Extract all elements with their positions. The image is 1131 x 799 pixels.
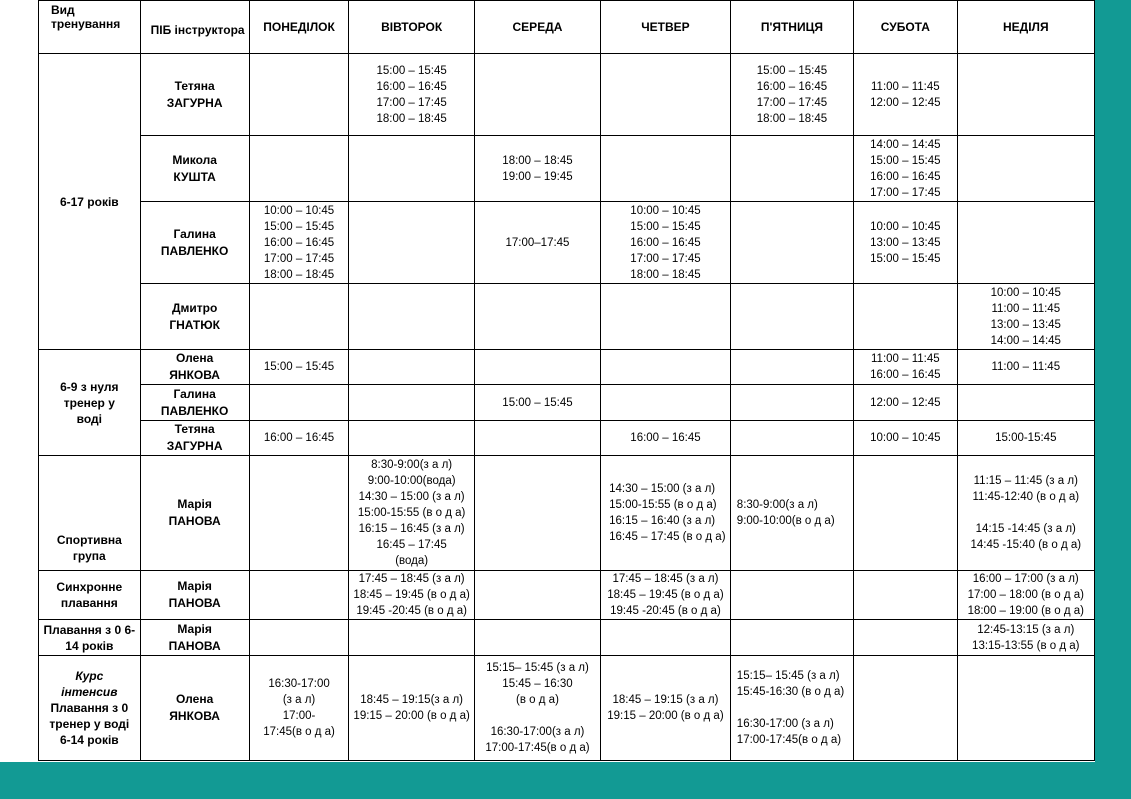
instructor-name: ПАНОВА [168,514,221,528]
schedule-cell-thu [601,656,731,761]
schedule-cell-sat [854,656,957,761]
day-header-fri: П'ЯТНИЦЯ [730,1,853,54]
instructor-cell [140,656,249,761]
group-label-italic: Курс інтенсив [61,669,118,699]
time-slot: 16:00 – 16:45 [263,236,335,249]
table-row [39,202,1095,284]
schedule-cell-sat [854,571,957,620]
time-slot: 16:00 – 16:45 [376,80,447,93]
table-row [39,620,1095,656]
time-slot: 18:45 – 19:15 (з а л) [612,694,719,706]
schedule-cell-thu [601,136,731,202]
time-slot: (в о д а) [516,694,559,706]
schedule-cell-sat [854,202,957,284]
header-row [39,1,1095,54]
day-header-wed: СЕРЕДА [474,1,600,54]
schedule-cell-mon [249,656,349,761]
time-slot: 15:00-15:55 (в о д а) [609,499,717,511]
schedule-cell-mon [249,54,349,136]
schedule-cell-sun [957,571,1094,620]
time-slot: 14:45 -15:40 (в о д а) [970,539,1082,551]
time-slot: 17:00 – 18:00 (в о д а) [967,589,1084,601]
schedule-cell-thu [601,54,731,136]
time-slot: 19:00 – 19:45 [502,170,573,183]
instructor-name: КУШТА [173,169,216,184]
schedule-cell-tue [349,350,474,385]
time-slot: 19:15 – 20:00 (в о д а) [607,710,724,722]
instructor-name: Марія [177,579,212,593]
schedule-cell-fri [730,421,853,456]
table-row [39,656,1095,761]
schedule-cell-sat [854,456,957,571]
time-slot: 12:00 – 12:45 [870,96,941,109]
schedule-cell-tue [349,571,474,620]
schedule-cell-fri [730,136,853,202]
table-row [39,350,1095,385]
instructor-name: Тетяна [174,78,215,93]
table-row [39,571,1095,620]
table-row [39,136,1095,202]
instructor-cell [140,421,249,456]
time-slot: 15:00 – 15:45 [502,396,573,409]
time-slot: 16:45 – 17:45 (в о д а) [609,531,726,543]
time-slot: 16:00 – 16:45 [756,80,828,93]
schedule-cell-mon [249,202,349,284]
time-slot: 16:00 – 16:45 [263,432,335,444]
time-slot: 16:00 – 16:45 [870,369,941,381]
table-row [39,54,1095,136]
schedule-cell-wed [474,421,600,456]
schedule-cell-sun [957,136,1094,202]
instructor-name: ПАВЛЕНКО [160,403,229,418]
instructor-header: ПІБ інструктора [140,1,249,54]
instructor-name: ЯНКОВА [169,709,220,723]
time-slot: 10:00 – 10:45 [263,204,335,217]
schedule-cell-tue [349,421,474,456]
time-slot: 18:00 – 18:45 [263,268,335,281]
time-slot: 10:00 – 10:45 [870,432,941,444]
schedule-cell-wed [474,284,600,350]
group-label: Спортивна група [39,456,141,571]
schedule-cell-thu [601,350,731,385]
schedule-cell-fri [730,284,853,350]
schedule-cell-thu [601,571,731,620]
time-slot: 11:00 – 11:45 [871,80,940,93]
time-slot: 16:15 – 16:45 (з а л) [358,523,465,535]
time-slot: 17:00 – 17:45 [870,186,941,199]
instructor-name: Марія [177,497,212,511]
time-slot: 12:45-13:15 (з а л) [977,623,1075,636]
schedule-cell-fri [730,385,853,421]
time-slot: 15:45-16:30 (в о д а) [736,686,845,698]
schedule-cell-thu [601,284,731,350]
time-slot: 19:45 -20:45 (в о д а) [356,605,467,617]
schedule-cell-sat [854,350,957,385]
time-slot: 17:00 – 17:45 [263,252,335,265]
time-slot: 13:15-13:55 (в о д а) [972,639,1080,652]
schedule-cell-sun [957,54,1094,136]
time-slot: 10:00 – 10:45 [630,204,701,217]
time-slot: 18:45 – 19:45 (в о д а) [607,589,724,601]
schedule-cell-wed [474,456,600,571]
instructor-name: ПАНОВА [168,596,221,610]
time-slot: 15:00 – 15:45 [870,252,941,265]
schedule-cell-sat [854,54,957,136]
time-slot: 19:15 – 20:00 (в о д а) [353,710,470,722]
time-slot: 17:00 – 17:45 [756,96,828,109]
schedule-cell-mon [249,456,349,571]
instructor-name: ГНАТЮК [169,317,220,332]
group-label: Плавання з 0 6-14 років [39,620,141,656]
group-label: 6-9 з нуля тренер у воді [39,350,141,456]
time-slot: 18:00 – 18:45 [756,112,828,125]
instructor-name: ЗАГУРНА [166,95,223,110]
time-slot: 18:00 – 19:00 (в о д а) [967,605,1084,617]
time-slot: 12:00 – 12:45 [870,396,941,409]
time-slot: 16:30-17:00 (з а л) [736,718,834,730]
table-row [39,421,1095,456]
schedule-cell-wed [474,136,600,202]
instructor-cell [140,350,249,385]
schedule-cell-fri [730,620,853,656]
schedule-cell-sun [957,456,1094,571]
time-slot: 11:00 – 11:45 [991,302,1061,315]
instructor-cell [140,456,249,571]
time-slot: 11:00 – 11:45 [991,361,1061,373]
day-header-sat: СУБОТА [854,1,957,54]
group-label: 6-17 років [39,54,141,350]
time-slot: 18:00 – 18:45 [502,154,573,167]
table-row [39,284,1095,350]
day-header-sun: НЕДІЛЯ [957,1,1094,54]
schedule-cell-tue [349,284,474,350]
time-slot: 11:00 – 11:45 [871,353,940,365]
schedule-cell-mon [249,620,349,656]
time-slot: (вода) [395,555,429,567]
type-header: Вид тренування [39,1,141,54]
schedule-cell-fri [730,350,853,385]
time-slot: 18:00 – 18:45 [630,268,701,281]
time-slot: 16:30-17:00 [268,678,330,690]
time-slot: 17:00 – 17:45 [376,96,447,109]
time-slot: 15:00 – 15:45 [376,64,447,77]
time-slot: 15:15– 15:45 (з а л) [486,662,589,674]
instructor-cell [140,284,249,350]
time-slot: 17:45 – 18:45 (з а л) [612,573,719,585]
time-slot: 17:00 – 17:45 [630,252,701,265]
schedule-cell-wed [474,202,600,284]
time-slot: 15:00 – 15:45 [630,220,701,233]
time-slot: 18:00 – 18:45 [376,112,447,125]
time-slot: 15:00-15:55 (в о д а) [357,507,466,519]
time-slot: 14:30 – 15:00 (з а л) [609,483,716,495]
time-slot: 16:00 – 16:45 [630,236,701,249]
day-header-thu: ЧЕТВЕР [601,1,731,54]
instructor-name: Олена [176,351,214,365]
schedule-cell-mon [249,136,349,202]
instructor-cell [140,202,249,284]
time-slot: 14:00 – 14:45 [870,138,941,151]
schedule-cell-sun [957,284,1094,350]
schedule-cell-wed [474,54,600,136]
schedule-cell-sat [854,385,957,421]
time-slot: 15:15– 15:45 (з а л) [736,670,840,682]
day-header-tue: ВІВТОРОК [349,1,474,54]
schedule-cell-sun [957,421,1094,456]
time-slot: 16:30-17:00(з а л) [490,726,585,738]
time-slot: 15:00 – 15:45 [263,220,335,233]
time-slot: 11:45-12:40 (в о д а) [972,491,1080,503]
schedule-cell-tue [349,385,474,421]
schedule-table [38,0,1095,761]
schedule-cell-mon [249,284,349,350]
instructor-name: ПАНОВА [168,638,221,653]
instructor-name: ПАВЛЕНКО [160,243,229,258]
time-slot: 18:45 – 19:15(з а л) [360,694,464,706]
time-slot: 8:30-9:00(з а л) [736,499,818,511]
schedule-cell-fri [730,571,853,620]
time-slot: 15:00 – 15:45 [263,361,335,373]
time-slot: 18:45 – 19:45 (в о д а) [353,589,470,601]
schedule-cell-tue [349,54,474,136]
time-slot: 13:00 – 13:45 [870,236,941,249]
time-slot: 11:15 – 11:45 (з а л) [973,475,1078,487]
time-slot: 19:45 -20:45 (в о д а) [610,605,721,617]
schedule-cell-wed [474,571,600,620]
time-slot: 16:00 – 16:45 [870,170,941,183]
time-slot: 15:45 – 16:30 [502,678,573,690]
schedule-cell-sun [957,350,1094,385]
schedule-cell-tue [349,202,474,284]
time-slot: 17:00-17:45(в о д а) [736,734,842,746]
time-slot: 13:00 – 13:45 [990,318,1061,331]
time-slot: 16:15 – 16:40 (з а л) [609,515,716,527]
schedule-cell-thu [601,202,731,284]
time-slot: 17:45(в о д а) [263,726,335,738]
instructor-name: Микола [172,152,217,167]
time-slot: 8:30-9:00(з а л) [371,459,453,471]
schedule-cell-fri [730,656,853,761]
time-slot: 16:00 – 17:00 (з а л) [972,573,1079,585]
instructor-name: Марія [177,621,212,636]
instructor-name: ЗАГУРНА [166,439,223,453]
schedule-cell-wed [474,385,600,421]
instructor-cell [140,54,249,136]
schedule-cell-sat [854,421,957,456]
time-slot: 15:00 – 15:45 [870,154,941,167]
instructor-name: Галина [173,226,216,241]
time-slot: 9:00-10:00(в о д а) [736,515,835,527]
time-slot: 10:00 – 10:45 [870,220,941,233]
schedule-cell-sun [957,202,1094,284]
time-slot: 14:00 – 14:45 [990,334,1061,347]
instructor-name: ЯНКОВА [169,368,220,382]
table-row [39,385,1095,421]
schedule-cell-tue [349,620,474,656]
time-slot: 17:00- [282,710,316,722]
instructor-name: Олена [176,692,214,706]
day-header-mon: ПОНЕДІЛОК [249,1,349,54]
instructor-cell [140,385,249,421]
table-row [39,456,1095,571]
schedule-cell-fri [730,202,853,284]
time-slot: 15:00 – 15:45 [756,64,828,77]
time-slot: 14:15 -14:45 (з а л) [975,523,1076,535]
schedule-cell-thu [601,456,731,571]
instructor-cell [140,620,249,656]
time-slot: 9:00-10:00(вода) [367,475,456,487]
schedule-cell-mon [249,350,349,385]
schedule-cell-wed [474,620,600,656]
instructor-name: Галина [173,386,216,401]
time-slot: 16:45 – 17:45 [376,539,447,551]
instructor-cell [140,571,249,620]
schedule-cell-fri [730,456,853,571]
schedule-cell-sun [957,620,1094,656]
group-label: Курс інтенсив Плавання з 0 тренер у воді 6-14 років [39,656,141,761]
instructor-name: Дмитро [171,300,218,315]
schedule-cell-sat [854,284,957,350]
schedule-cell-fri [730,54,853,136]
schedule-cell-tue [349,136,474,202]
time-slot: 14:30 – 15:00 (з а л) [358,491,465,503]
schedule-cell-thu [601,385,731,421]
instructor-cell [140,136,249,202]
schedule-cell-mon [249,421,349,456]
schedule-cell-wed [474,656,600,761]
time-slot: (з а л) [282,694,316,706]
schedule-cell-thu [601,421,731,456]
schedule-cell-tue [349,456,474,571]
schedule-cell-sat [854,620,957,656]
schedule-cell-mon [249,385,349,421]
schedule-cell-tue [349,656,474,761]
time-slot: 16:00 – 16:45 [630,432,701,444]
group-label: Синхронне плавання [39,571,141,620]
schedule-cell-sat [854,136,957,202]
schedule-cell-thu [601,620,731,656]
time-slot: 15:00-15:45 [995,432,1057,444]
time-slot: 17:45 – 18:45 (з а л) [358,573,465,585]
instructor-name: Тетяна [174,422,215,436]
schedule-cell-mon [249,571,349,620]
schedule-cell-sun [957,656,1094,761]
time-slot: 10:00 – 10:45 [990,286,1061,299]
time-slot: 17:00–17:45 [505,236,570,249]
schedule-cell-wed [474,350,600,385]
schedule-cell-sun [957,385,1094,421]
time-slot: 17:00-17:45(в о д а) [485,742,590,754]
